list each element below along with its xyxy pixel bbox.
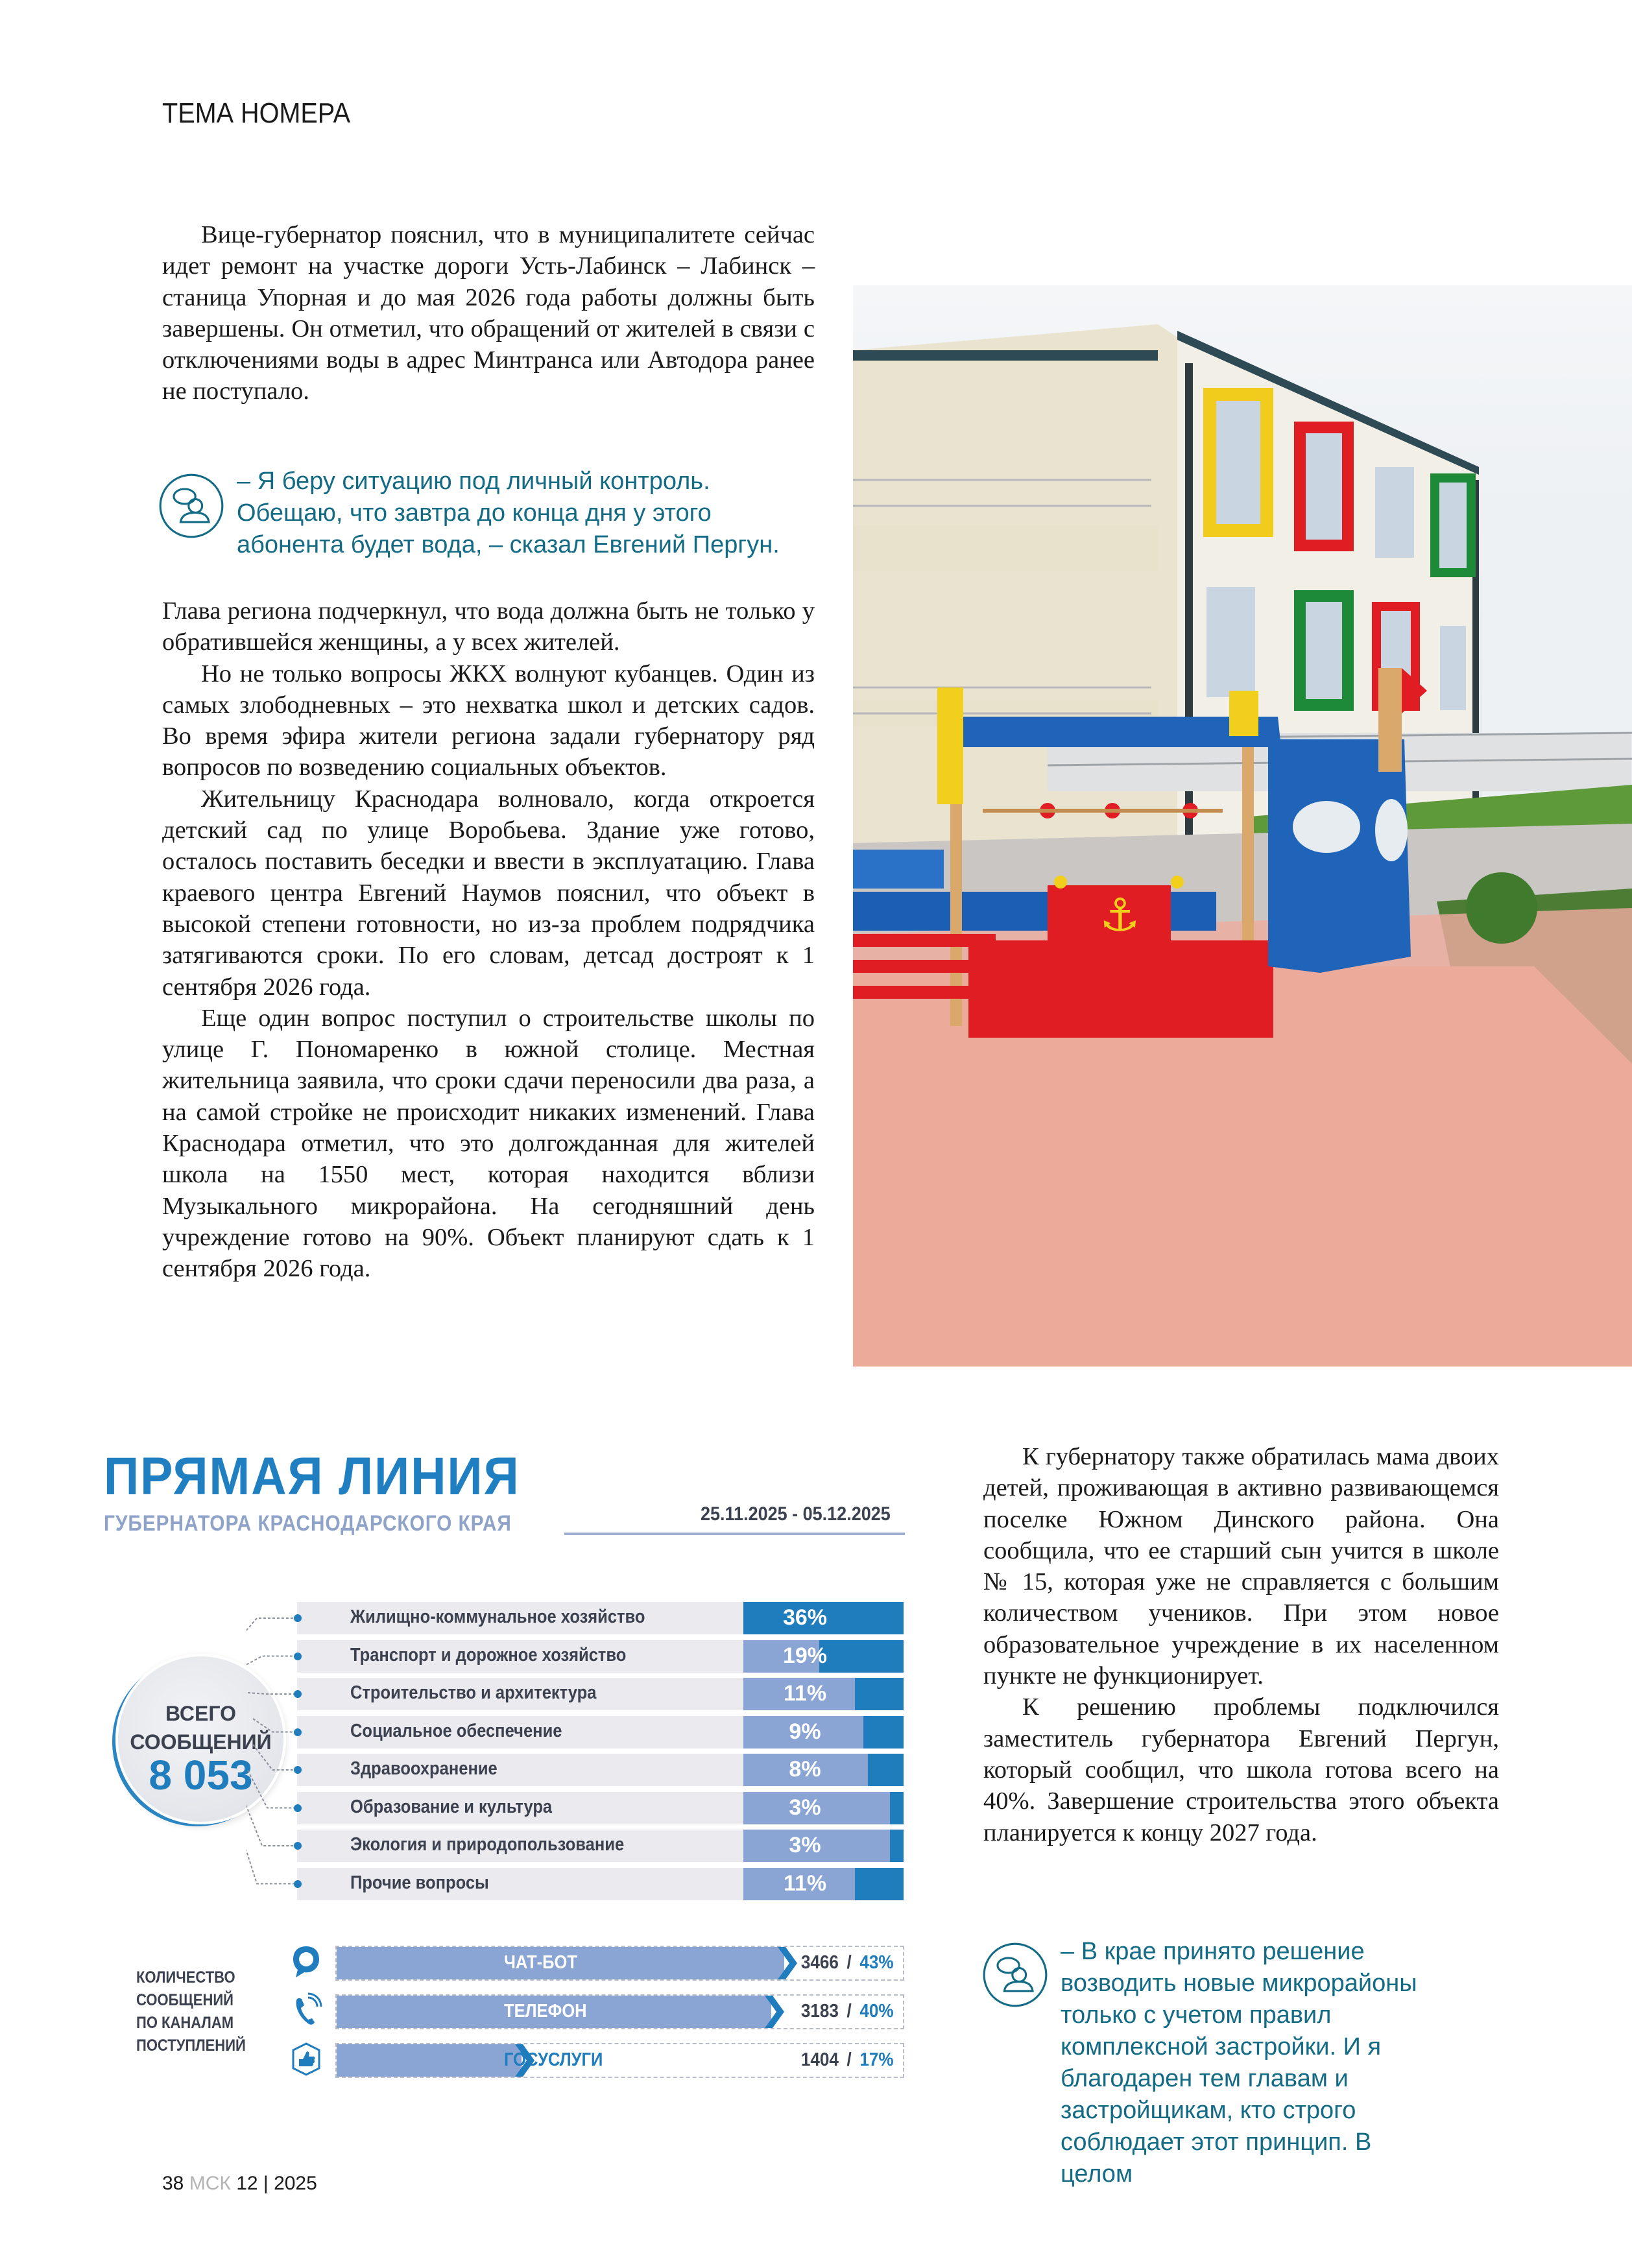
category-row xyxy=(297,1792,904,1824)
category-label: Здравоохранение xyxy=(350,1758,498,1779)
connector-dot xyxy=(294,1690,302,1698)
channel-separator: / xyxy=(846,2049,852,2070)
connector-dot xyxy=(294,1880,302,1888)
channels-label-line: СООБЩЕНИЙ xyxy=(136,1991,234,2009)
category-bar-fill xyxy=(868,1754,904,1786)
connector-line xyxy=(248,1771,298,1808)
pull-quote-text: – Я беру ситуацию под личный контроль. Обещаю, что завтра до конца дня у этого абонента будет вода, – сказал Евгений Пергун. xyxy=(237,468,780,558)
connector-dot xyxy=(294,1614,302,1622)
category-percent: 36% xyxy=(782,1605,828,1630)
total-label-line2: СООБЩЕНИЙ xyxy=(130,1730,272,1754)
category-row xyxy=(297,1678,904,1710)
category-label: Социальное обеспечение xyxy=(350,1720,562,1741)
connector-line xyxy=(246,1618,298,1641)
chevron-right-icon xyxy=(778,1947,797,1979)
connector-lines xyxy=(246,1602,305,1913)
connector-dot xyxy=(294,1766,302,1774)
pull-quote xyxy=(981,1936,1500,2188)
category-percent: 3% xyxy=(789,1795,821,1820)
channel-value xyxy=(801,2049,894,2071)
paragraph: К решению проблемы подключился заместитель губернатора Евгений Пергун, который сообщил, что школа готова всего на 40%. Завершение строительства этого объекта планируется к концу 2027 года. xyxy=(983,1693,1499,1846)
pull-quote xyxy=(158,466,813,569)
paragraph: К губернатору также обратилась мама двоих детей, проживающая в активно развивающемся поселке Южном Динского района. Она сообщила, что ее старший сын учится в школе № 15, которая уже не справляется с большим количеством учеников. При этом новое образовательное учреждение в их населенном пункте не функционирует. xyxy=(983,1443,1499,1690)
category-label: Строительство и архитектура xyxy=(350,1682,597,1703)
channel-percent: 17% xyxy=(859,2049,894,2070)
issue-number: 12 xyxy=(236,2173,258,2194)
category-percent: 11% xyxy=(783,1681,827,1706)
paragraph: Еще один вопрос поступил о строительстве школы по улице Г. Пономаренко в южной столице. Местная жительница заявила, что сроки сдачи переносили два раза, а на самой стройке не происходит никаких изменений. Глава Краснодара отметил, что это долгожданная для жителей школа на 1550 мест, которая находится вблизи Музыкального микрорайона. На сегодняшний день учреждение готово на 90%. Объект планируют сдать к 1 сентября 2026 года. xyxy=(162,1004,815,1283)
channel-separator: / xyxy=(846,2001,852,2022)
channel-count: 3183 xyxy=(801,2001,839,2022)
phone-icon xyxy=(290,1991,322,2030)
left-column-intro xyxy=(162,219,815,407)
speaker-chat-icon xyxy=(158,472,225,540)
date-range: 25.11.2025 - 05.12.2025 xyxy=(701,1503,891,1525)
category-percent: 8% xyxy=(789,1757,821,1782)
paragraph: Вице-губернатор пояснил, что в муниципалитете сейчас идет ремонт на участке дороги Усть-Лабинск – Лабинск – станица Упорная и до мая 2026 года работы должны быть завершены. Он отметил, что обращений от жителей в связи с отключениями воды в адрес Минтранса или Автодора ранее не поступало. xyxy=(162,221,815,405)
total-value: 8 053 xyxy=(149,1752,253,1798)
channels-label-line: КОЛИЧЕСТВО xyxy=(136,1968,235,1987)
category-row xyxy=(297,1602,904,1634)
category-row xyxy=(297,1754,904,1786)
category-percent: 11% xyxy=(783,1870,827,1896)
category-percent: 9% xyxy=(789,1719,821,1744)
infographic-title: ПРЯМАЯ ЛИНИЯ xyxy=(104,1447,520,1506)
category-percent: 19% xyxy=(782,1643,828,1668)
connector-dot xyxy=(294,1653,302,1660)
paragraph: Глава региона подчеркнул, что вода должна быть не только у обратившейся женщины, а у всех жителей. xyxy=(162,597,815,656)
channel-bar-fill xyxy=(337,2044,522,2077)
channel-row xyxy=(335,1994,904,2029)
category-bar-fill xyxy=(890,1792,904,1824)
right-column-body xyxy=(983,1441,1499,1848)
channel-count: 3466 xyxy=(801,1952,839,1973)
connector-line xyxy=(246,1796,298,1846)
thumbs-up-icon xyxy=(290,2040,322,2079)
connector-line xyxy=(246,1822,298,1884)
connector-line xyxy=(253,1719,298,1732)
channel-separator: / xyxy=(846,1952,852,1973)
category-row xyxy=(297,1640,904,1673)
chat-bubble-icon xyxy=(290,1942,322,1981)
subtitle-rule xyxy=(564,1533,905,1535)
left-column-body xyxy=(162,595,815,1285)
svg-text:⚓: ⚓ xyxy=(1099,889,1140,942)
channels-label-line: ПОСТУПЛЕНИЙ xyxy=(136,2036,246,2055)
category-row xyxy=(297,1868,904,1900)
connector-dot xyxy=(294,1728,302,1736)
category-row xyxy=(297,1830,904,1862)
channel-value xyxy=(801,1952,894,1974)
channel-percent: 40% xyxy=(859,2001,894,2022)
footer-separator: | xyxy=(263,2173,269,2194)
category-bar-fill xyxy=(863,1716,904,1749)
channels-label xyxy=(136,1966,246,2057)
connector-line xyxy=(253,1745,298,1770)
channels-label-line: ПО КАНАЛАМ xyxy=(136,2014,234,2032)
channel-row xyxy=(335,1946,904,1981)
paragraph: Но не только вопросы ЖКХ волнуют кубанцев. Один из самых злободневных – это нехватка школ и детских садов. Во время эфира жители региона задали губернатору ряд вопросов по возведению социальных объектов. xyxy=(162,660,815,782)
channel-name: ГОСУСЛУГИ xyxy=(504,2049,603,2070)
chevron-right-icon xyxy=(765,1996,784,2028)
category-label: Экология и природопользование xyxy=(350,1834,625,1855)
channel-name: ТЕЛЕФОН xyxy=(504,2001,587,2022)
category-label: Транспорт и дорожное хозяйство xyxy=(350,1644,627,1665)
page-number: 38 xyxy=(162,2173,184,2194)
connector-line xyxy=(246,1656,298,1667)
pull-quote-text: – В крае принято решение возводить новые микрорайоны только с учетом правил комплексной застройки. И я благодарен тем главам и застройщикам, кто строго соблюдает этот принцип. В целом xyxy=(1061,1938,1417,2188)
magazine-brand: МСК xyxy=(189,2173,231,2194)
category-label: Жилищно-коммунальное хозяйство xyxy=(350,1606,645,1627)
channel-name: ЧАТ-БОТ xyxy=(504,1952,577,1973)
category-label: Прочие вопросы xyxy=(350,1872,489,1893)
speaker-chat-icon xyxy=(981,1941,1049,2009)
category-row xyxy=(297,1716,904,1749)
total-label-line1: ВСЕГО xyxy=(165,1702,236,1725)
channel-row xyxy=(335,2043,904,2078)
category-bar-fill xyxy=(890,1830,904,1862)
issue-year: 2025 xyxy=(274,2173,317,2194)
paragraph: Жительницу Краснодара волновало, когда откроется детский сад по улице Воробьева. Здание уже готово, осталось поставить беседки и ввести в эксплуатацию. Глава краевого центра Евгений Наумов пояснил, что объект в высокой степени готовности, но из-за проблем подрядчика затягиваются сроки. По его словам, детсад достроят к 1 сентября 2026 года. xyxy=(162,785,815,1001)
category-percent: 3% xyxy=(789,1833,821,1857)
channel-count: 1404 xyxy=(801,2049,839,2070)
section-label: ТЕМА НОМЕРА xyxy=(162,97,350,129)
channel-value xyxy=(801,2001,894,2022)
photo-illustration xyxy=(853,285,1632,1367)
category-label: Образование и культура xyxy=(350,1796,553,1817)
infographic-subtitle: ГУБЕРНАТОРА КРАСНОДАРСКОГО КРАЯ xyxy=(104,1511,512,1536)
connector-dot xyxy=(294,1842,302,1850)
page-footer xyxy=(162,2173,317,2195)
connector-dot xyxy=(294,1804,302,1812)
kindergarten-photo xyxy=(853,285,1632,1367)
connector-line xyxy=(248,1693,298,1694)
channel-percent: 43% xyxy=(859,1952,894,1973)
